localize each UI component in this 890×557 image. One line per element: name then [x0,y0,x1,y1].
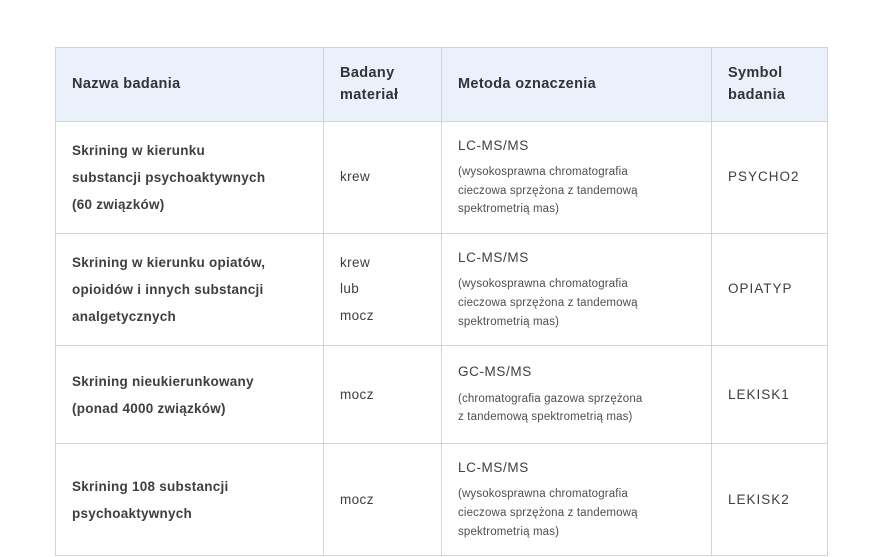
nazwa-line-1: Skrining 108 substancji [72,478,229,494]
metoda-sub-line-2: cieczowa sprzężona z tandemową [458,507,638,520]
nazwa-line-2: (ponad 4000 związków) [72,400,226,416]
cell-symbol-badania: OPIATYP [712,234,828,346]
metoda-sub-line-2: cieczowa sprzężona z tandemową [458,184,638,197]
metoda-sub-line-2: cieczowa sprzężona z tandemową [458,296,638,309]
metoda-sub-line-1: (wysokosprawna chromatografia [458,166,628,179]
nazwa-line-3: (60 związków) [72,197,165,212]
column-header-metoda-oznaczenia-line-1: Metoda oznaczenia [458,76,597,93]
table-header-row [56,48,828,122]
material-line-3: mocz [340,307,374,323]
cell-symbol-badania: LEKISK1 [712,346,828,444]
column-header-symbol-badania-line-2: badania [728,87,786,104]
column-header-badany-material [324,48,442,122]
table-body [56,121,828,555]
metoda-main: LC-MS/MS [458,460,529,476]
exam-table-container [55,47,827,556]
table-row [56,121,828,233]
table-head [56,48,828,122]
table-row [56,346,828,444]
metoda-sub-line-2: z tandemową spektrometrią mas) [458,411,633,424]
material-line-1: krew [340,169,371,185]
cell-metoda-oznaczenia [442,346,712,444]
nazwa-line-3: analgetycznych [72,309,177,325]
cell-nazwa-badania [56,444,324,556]
table-row [56,444,828,556]
cell-nazwa-badania [56,121,324,233]
metoda-sub [458,163,695,219]
cell-badany-material [324,234,442,346]
column-header-nazwa-badania [56,48,324,122]
material-line-2: lub [340,281,360,297]
cell-symbol-badania: LEKISK2 [712,444,828,556]
cell-badany-material [324,121,442,233]
column-header-badany-material-line-2: materiał [340,87,399,104]
nazwa-line-2: psychoaktywnych [72,505,193,521]
column-header-symbol-badania-line-1: Symbol [728,65,783,81]
metoda-sub-line-1: (chromatografia gazowa sprzężona [458,392,643,405]
metoda-main: LC-MS/MS [458,250,529,266]
nazwa-line-1: Skrining nieukierunkowany [72,373,254,389]
material-line-1: mocz [340,386,374,402]
nazwa-line-1: Skrining w kierunku [72,143,206,158]
nazwa-line-2: opioidów i innych substancji [72,282,264,298]
table-row [56,234,828,346]
cell-nazwa-badania [56,346,324,444]
cell-badany-material [324,444,442,556]
material-line-1: mocz [340,491,374,507]
metoda-main: GC-MS/MS [458,364,532,380]
material-line-1: krew [340,255,371,271]
cell-metoda-oznaczenia [442,444,712,556]
exam-table [55,47,828,556]
cell-symbol-badania: PSYCHO2 [712,121,828,233]
metoda-sub-line-3: spektrometrią mas) [458,525,560,538]
metoda-sub-line-3: spektrometrią mas) [458,203,560,216]
column-header-symbol-badania [712,48,828,122]
column-header-metoda-oznaczenia [442,48,712,122]
column-header-badany-material-line-1: Badany [340,65,395,81]
metoda-sub [458,275,695,331]
metoda-sub [458,390,695,427]
cell-nazwa-badania [56,234,324,346]
metoda-main: LC-MS/MS [458,137,529,153]
nazwa-line-2: substancji psychoaktywnych [72,170,266,185]
cell-badany-material [324,346,442,444]
metoda-sub-line-3: spektrometrią mas) [458,315,560,328]
metoda-sub-line-1: (wysokosprawna chromatografia [458,278,628,291]
nazwa-line-1: Skrining w kierunku opiatów, [72,255,266,271]
cell-metoda-oznaczenia [442,121,712,233]
cell-metoda-oznaczenia [442,234,712,346]
metoda-sub-line-1: (wysokosprawna chromatografia [458,488,628,501]
column-header-nazwa-badania-line-1: Nazwa badania [72,76,181,93]
metoda-sub [458,485,695,541]
